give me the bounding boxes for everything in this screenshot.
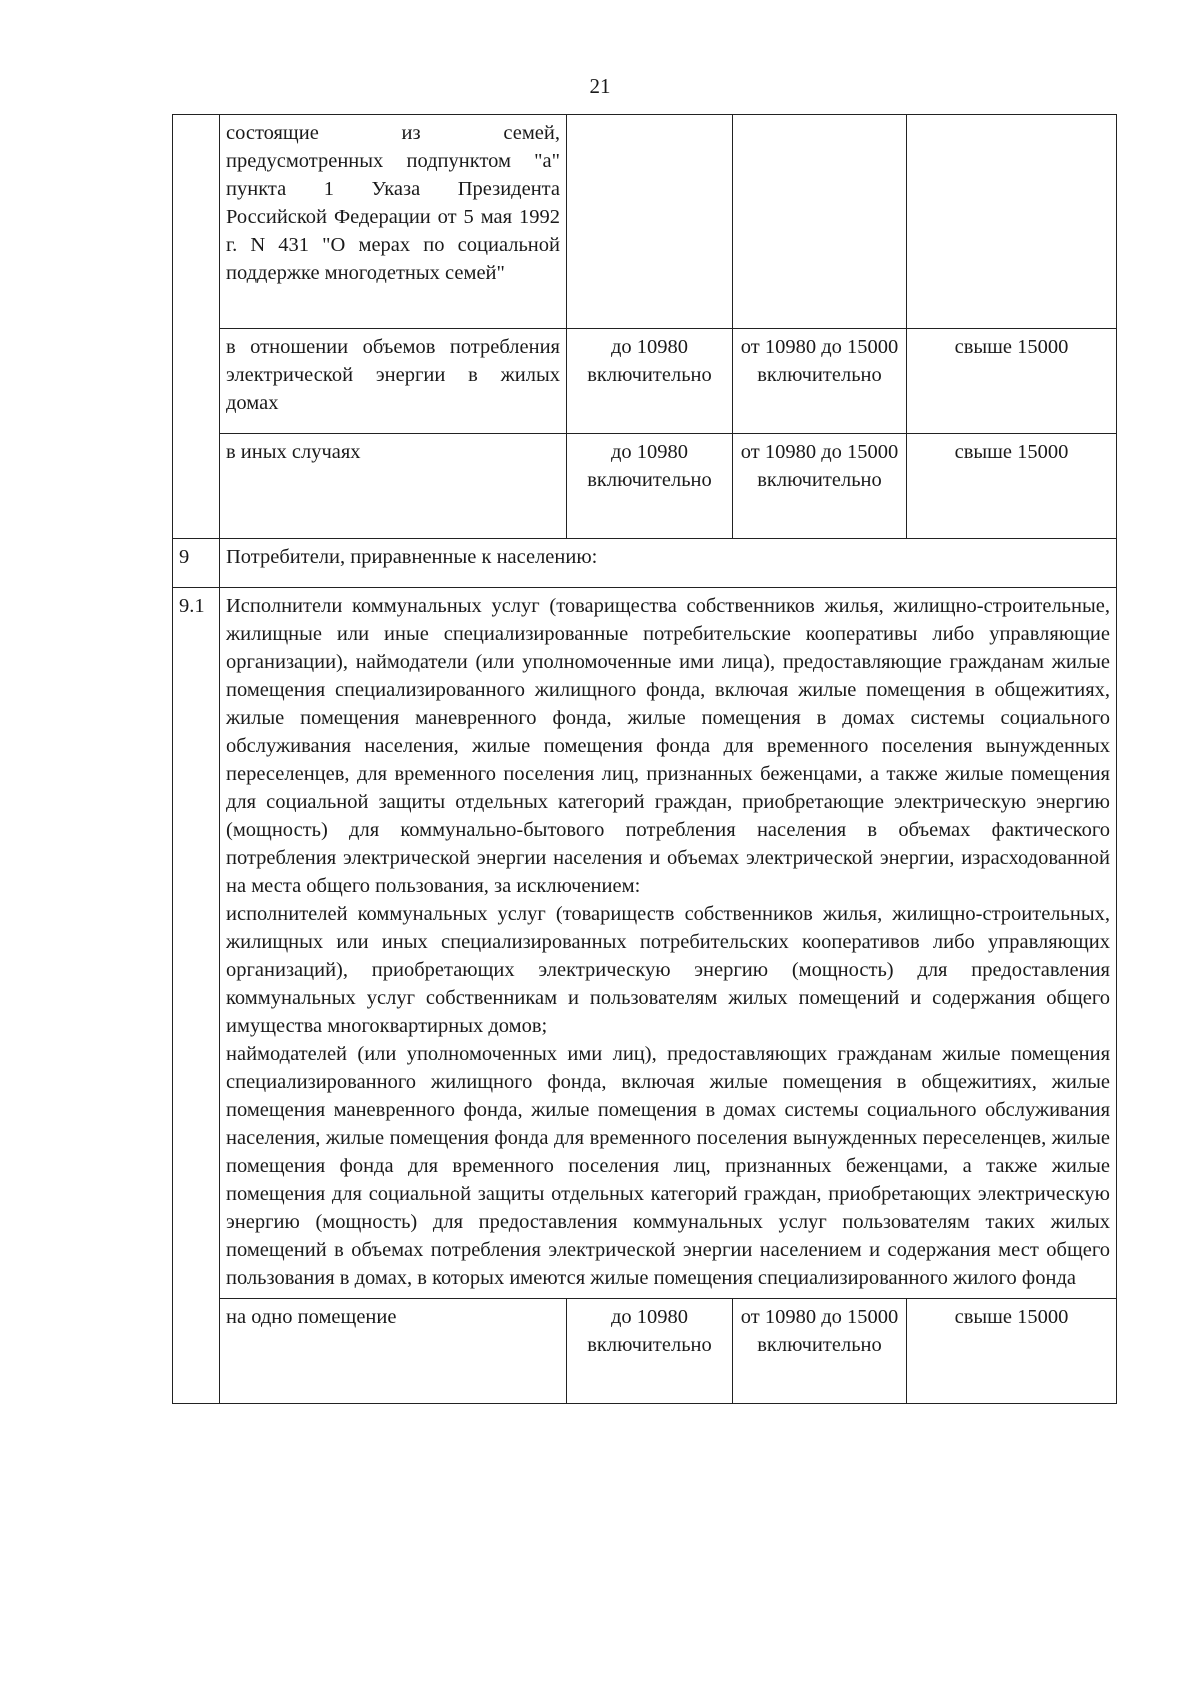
- value-cell-2: от 10980 до 15000 включительно: [733, 1299, 907, 1404]
- value-cell-2: от 10980 до 15000 включительно: [733, 329, 907, 434]
- value-cell-1: до 10980 включительно: [567, 1299, 733, 1404]
- paragraph: исполнителей коммунальных услуг (товариществ собственников жилья, жилищно-строительных, жилищных или иных специализированных потребительских кооперативов либо управляющих организаций), приобретающих электрическую энергию (мощность) для предоставления коммунальных услуг собственникам и пользователям жилых помещений и содержания общего имущества многоквартирных домов;: [226, 903, 1110, 1037]
- row-number: 9.1: [173, 588, 220, 1404]
- table-row-other: [173, 434, 1117, 539]
- table-row-section-9: [173, 539, 1117, 588]
- value-cell-3: свыше 15000: [907, 434, 1117, 539]
- value-cell-3: [907, 115, 1117, 329]
- table-row-residential: [173, 329, 1117, 434]
- table-row-families: [173, 115, 1117, 329]
- section-heading: Потребители, приравненные к населению:: [220, 539, 1117, 588]
- tariff-table: [172, 114, 1117, 1404]
- page-number: 21: [589, 74, 611, 98]
- table-row-section-9-1: [173, 588, 1117, 1299]
- value-cell-1: до 10980 включительно: [567, 329, 733, 434]
- row-number-cell: [173, 115, 220, 539]
- value-cell-2: от 10980 до 15000 включительно: [733, 434, 907, 539]
- value-cell-3: свыше 15000: [907, 329, 1117, 434]
- value-cell-2: [733, 115, 907, 329]
- row-number: 9: [173, 539, 220, 588]
- table-row-per-room: [173, 1299, 1117, 1404]
- value-cell-3: свыше 15000: [907, 1299, 1117, 1404]
- value-cell-1: [567, 115, 733, 329]
- section-description: [220, 588, 1117, 1299]
- value-cell-1: до 10980 включительно: [567, 434, 733, 539]
- paragraph: наймодателей (или уполномоченных ими лиц), предоставляющих гражданам жилые помещения специализированного жилищного фонда, включая жилые помещения в общежитиях, жилые помещения маневренного фонда, жилые помещения в домах системы социального обслуживания населения, жилые помещения фонда для временного поселения вынужденных переселенцев, жилые помещения фонда для временного поселения лиц, признанных беженцами, а также жилые помещения для социальной защиты отдельных категорий граждан, приобретающих электрическую энергию (мощность) для предоставления коммунальных услуг пользователям таких жилых помещений в объемах потребления электрической энергии населением и содержания мест общего пользования в домах, в которых имеются жилые помещения специализированного жилого фонда: [226, 1043, 1110, 1289]
- row-description: состоящие из семей, предусмотренных подпунктом "а" пункта 1 Указа Президента Российской Федерации от 5 мая 1992 г. N 431 "О мерах по социальной поддержке многодетных семей": [220, 115, 567, 329]
- paragraph: Исполнители коммунальных услуг (товарищества собственников жилья, жилищно-строительные, жилищные или иные специализированные потребительские кооперативы либо управляющие организации), наймодатели (или уполномоченные ими лица), предоставляющие гражданам жилые помещения специализированного жилищного фонда, включая жилые помещения в общежитиях, жилые помещения маневренного фонда, жилые помещения в домах системы социального обслуживания населения, жилые помещения фонда для временного поселения вынужденных переселенцев, для временного поселения лиц, признанных беженцами, а также жилые помещения для социальной защиты отдельных категорий граждан, приобретающие электрическую энергию (мощность) для коммунально-бытового потребления населения в объемах фактического потребления электрической энергии населения и объемах электрической энергии, израсходованной на места общего пользования, за исключением:: [226, 595, 1110, 897]
- row-description: в иных случаях: [220, 434, 567, 539]
- row-description: в отношении объемов потребления электрической энергии в жилых домах: [220, 329, 567, 434]
- row-description: на одно помещение: [220, 1299, 567, 1404]
